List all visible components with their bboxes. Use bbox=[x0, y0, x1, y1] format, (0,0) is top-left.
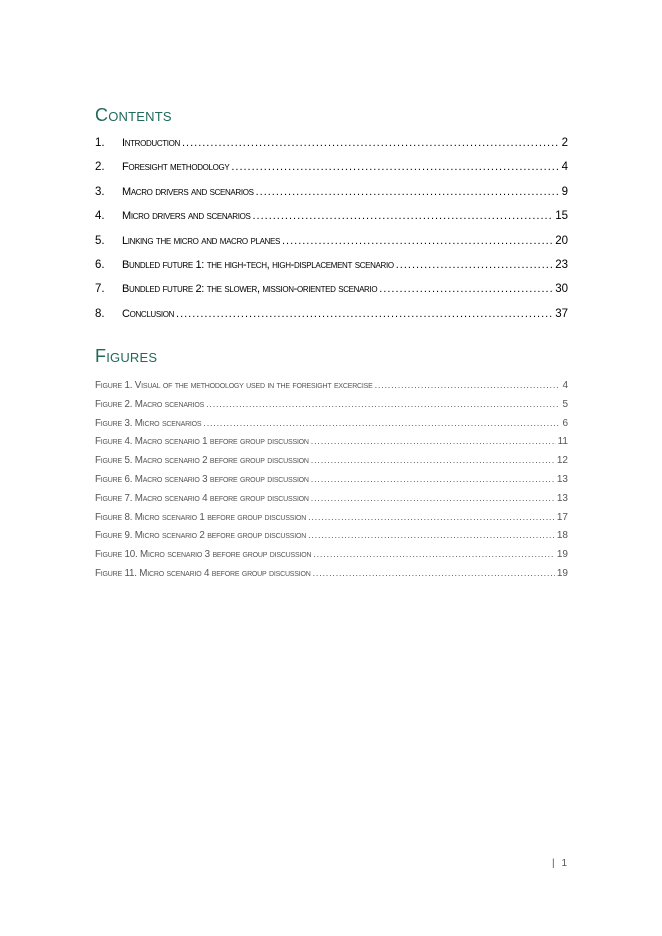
figure-entry[interactable] bbox=[95, 380, 568, 399]
toc-entry-number: 7. bbox=[95, 283, 105, 296]
figure-entry[interactable] bbox=[95, 493, 568, 512]
dot-leader bbox=[256, 186, 560, 198]
dot-leader bbox=[375, 380, 561, 390]
figure-entry-page[interactable]: 17 bbox=[556, 511, 568, 523]
figure-entry-title[interactable]: Figure 8. Micro scenario 1 before group discussion bbox=[95, 511, 307, 523]
toc-entry-page[interactable]: 23 bbox=[555, 258, 568, 271]
dot-leader bbox=[206, 399, 560, 409]
figure-entry-title[interactable]: Figure 1. Visual of the methodology used in the foresight excercise bbox=[95, 380, 373, 391]
page-number: 1 bbox=[561, 858, 567, 869]
figure-entry-page[interactable]: 19 bbox=[556, 567, 568, 579]
toc-entry[interactable] bbox=[95, 210, 568, 234]
figure-entry-page[interactable]: 13 bbox=[556, 473, 568, 485]
toc-entry-title[interactable]: Bundled future 2: the slower, mission-oriented scenario bbox=[122, 283, 378, 296]
toc-entry[interactable] bbox=[95, 235, 568, 259]
toc-entry[interactable] bbox=[95, 137, 568, 161]
dot-leader bbox=[308, 530, 555, 540]
dot-leader bbox=[282, 235, 553, 247]
dot-leader bbox=[231, 161, 559, 173]
figure-entry-page[interactable]: 5 bbox=[562, 398, 568, 410]
dot-leader bbox=[313, 568, 555, 578]
figure-entry[interactable] bbox=[95, 399, 568, 418]
figure-entry[interactable] bbox=[95, 568, 568, 587]
page-footer bbox=[552, 858, 567, 869]
dot-leader bbox=[308, 512, 555, 522]
dot-leader bbox=[311, 436, 556, 446]
dot-leader bbox=[311, 455, 555, 465]
dot-leader bbox=[311, 493, 555, 503]
figure-entry-title[interactable]: Figure 9. Micro scenario 2 before group discussion bbox=[95, 530, 307, 542]
dot-leader bbox=[379, 283, 553, 295]
figure-entry[interactable] bbox=[95, 512, 568, 531]
dot-leader bbox=[252, 210, 553, 222]
toc-entry-page[interactable]: 4 bbox=[561, 161, 568, 174]
dot-leader bbox=[203, 418, 560, 428]
toc-entry[interactable] bbox=[95, 186, 568, 210]
toc-entry-number: 2. bbox=[95, 161, 105, 174]
figure-entry-title[interactable]: Figure 11. Micro scenario 4 before group discussion bbox=[95, 567, 311, 579]
figure-entry[interactable] bbox=[95, 436, 568, 455]
figure-entry-page[interactable]: 4 bbox=[562, 380, 568, 391]
figures-heading: Figures bbox=[95, 346, 158, 366]
toc-entry-page[interactable]: 20 bbox=[555, 234, 568, 247]
toc-entry-number: 5. bbox=[95, 234, 105, 247]
toc-entry-title[interactable]: Introduction bbox=[122, 137, 180, 149]
figure-entry-title[interactable]: Figure 10. Micro scenario 3 before group discussion bbox=[95, 549, 312, 561]
toc-entry-page[interactable]: 30 bbox=[555, 283, 568, 296]
figure-entry-page[interactable]: 13 bbox=[556, 492, 568, 504]
figure-entry-title[interactable]: Figure 6. Macro scenario 3 before group discussion bbox=[95, 473, 309, 485]
figure-entry-page[interactable]: 6 bbox=[562, 417, 568, 429]
toc-entry[interactable] bbox=[95, 283, 568, 307]
toc-entry-number: 4. bbox=[95, 210, 105, 223]
dot-leader bbox=[176, 308, 553, 320]
figure-entry[interactable] bbox=[95, 474, 568, 493]
dot-leader bbox=[313, 549, 555, 559]
toc-entry-page[interactable]: 37 bbox=[555, 307, 568, 320]
figure-entry-title[interactable]: Figure 3. Micro scenarios bbox=[95, 417, 202, 429]
toc-entry[interactable] bbox=[95, 308, 568, 332]
toc-entry-number: 1. bbox=[95, 137, 105, 149]
figures-list bbox=[95, 380, 568, 587]
toc-entry-number: 6. bbox=[95, 258, 105, 271]
figure-entry-page[interactable]: 12 bbox=[556, 455, 568, 467]
toc-entry-title[interactable]: Linking the micro and macro planes bbox=[122, 234, 280, 247]
dot-leader bbox=[396, 259, 553, 271]
figure-entry[interactable] bbox=[95, 530, 568, 549]
toc-entry-page[interactable]: 2 bbox=[561, 137, 568, 149]
toc-entry-title[interactable]: Micro drivers and scenarios bbox=[122, 210, 251, 223]
figure-entry[interactable] bbox=[95, 418, 568, 437]
footer-separator: | bbox=[552, 858, 555, 869]
figure-entry-title[interactable]: Figure 2. Macro scenarios bbox=[95, 398, 205, 410]
contents-list bbox=[95, 137, 568, 332]
figure-entry[interactable] bbox=[95, 549, 568, 568]
toc-entry-number: 8. bbox=[95, 307, 105, 320]
figure-entry[interactable] bbox=[95, 455, 568, 474]
dot-leader bbox=[311, 474, 555, 484]
toc-entry-page[interactable]: 9 bbox=[561, 185, 568, 198]
figure-entry-page[interactable]: 11 bbox=[557, 436, 568, 448]
toc-entry[interactable] bbox=[95, 161, 568, 185]
figure-entry-title[interactable]: Figure 7. Macro scenario 4 before group discussion bbox=[95, 492, 309, 504]
contents-heading: Contents bbox=[95, 105, 172, 125]
figure-entry-title[interactable]: Figure 5. Macro scenario 2 before group discussion bbox=[95, 455, 309, 467]
toc-entry-title[interactable]: Foresight methodology bbox=[122, 161, 230, 174]
figure-entry-title[interactable]: Figure 4. Macro scenario 1 before group discussion bbox=[95, 436, 309, 448]
figure-entry-page[interactable]: 18 bbox=[556, 530, 568, 542]
toc-entry-title[interactable]: Bundled future 1: the high-tech, high-displacement scenario bbox=[122, 258, 394, 271]
toc-entry-page[interactable]: 15 bbox=[555, 210, 568, 223]
toc-entry-title[interactable]: Macro drivers and scenarios bbox=[122, 185, 254, 198]
dot-leader bbox=[182, 137, 560, 149]
toc-entry[interactable] bbox=[95, 259, 568, 283]
toc-entry-title[interactable]: Conclusion bbox=[122, 307, 175, 320]
figure-entry-page[interactable]: 19 bbox=[556, 549, 568, 561]
toc-entry-number: 3. bbox=[95, 185, 105, 198]
